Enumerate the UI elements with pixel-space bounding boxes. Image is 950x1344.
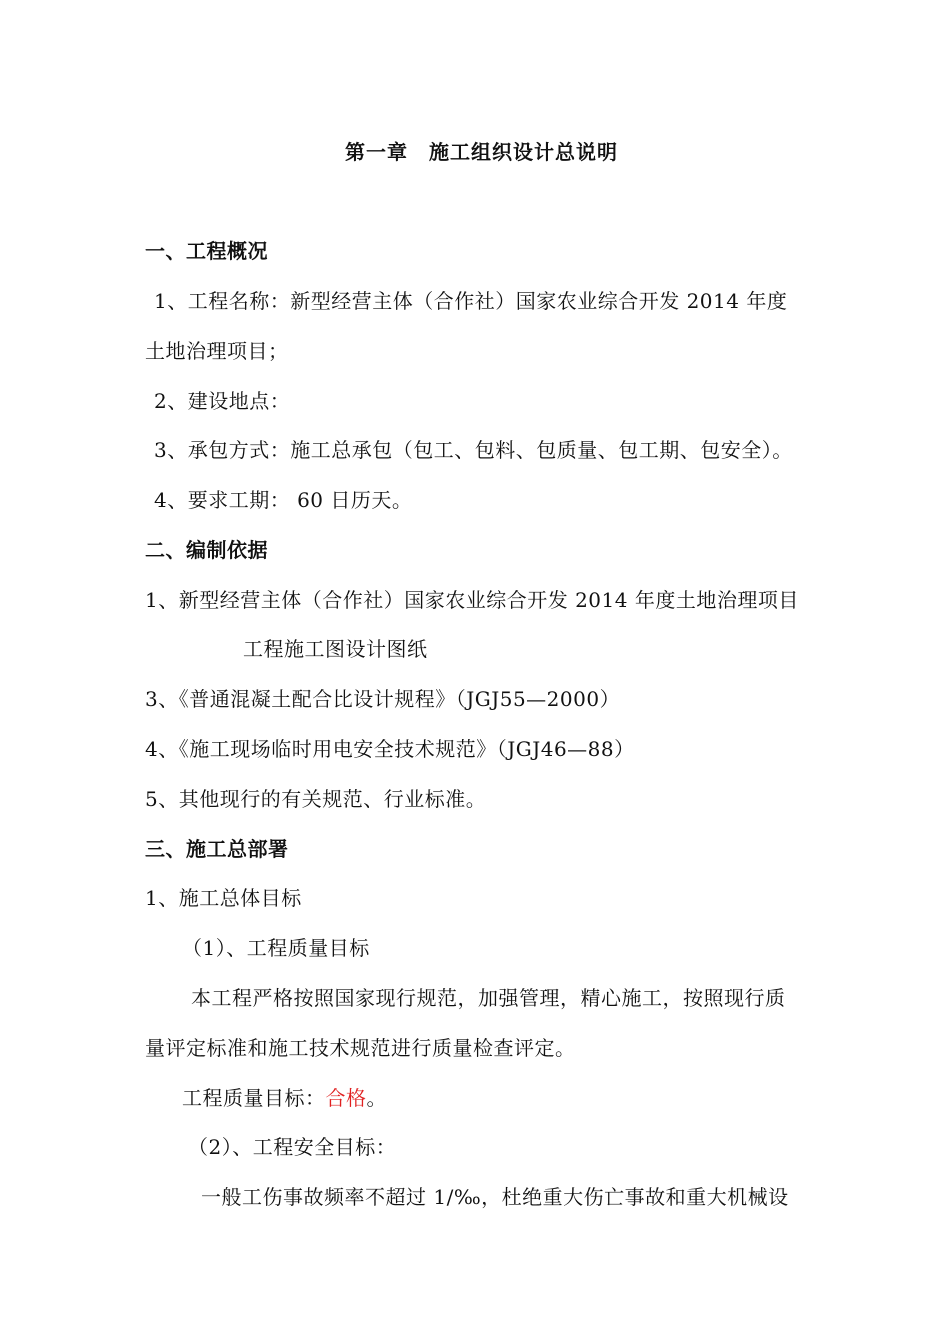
- chapter-title: 第一章 施工组织设计总说明: [345, 140, 618, 164]
- quality-target-end: 。: [366, 1086, 387, 1110]
- construction-site-line: 2、建设地点：: [154, 389, 291, 413]
- quality-paragraph-line-1: 本工程严格按照国家现行规范，加强管理，精心施工，按照现行质: [191, 986, 786, 1010]
- quality-target-label: 工程质量目标：: [182, 1086, 326, 1110]
- basis-item-1-line-1: 1、新型经营主体（合作社）国家农业综合开发 2014 年度土地治理项目: [145, 588, 799, 612]
- quality-target-line: [182, 1085, 387, 1111]
- quality-paragraph-line-2: 量评定标准和施工技术规范进行质量检查评定。: [145, 1036, 576, 1060]
- section-heading-basis: 二、编制依据: [145, 538, 268, 562]
- basis-item-1-line-2: 工程施工图设计图纸: [243, 637, 428, 661]
- quality-target-value: 合格: [325, 1086, 367, 1110]
- quality-goal-subheading: （1）、工程质量目标: [182, 936, 370, 960]
- section-heading-deployment: 三、施工总部署: [145, 837, 289, 861]
- project-name-line-1: 1、工程名称：新型经营主体（合作社）国家农业综合开发 2014 年度: [154, 289, 788, 313]
- basis-item-4: 4、《施工现场临时用电安全技术规范》（JGJ46—88）: [145, 737, 635, 761]
- overall-goal-line: 1、施工总体目标: [145, 886, 302, 910]
- contract-method-line: 3、承包方式：施工总承包（包工、包料、包质量、包工期、包安全）。: [154, 438, 793, 462]
- basis-item-3: 3、《普通混凝土配合比设计规程》（JGJ55—2000）: [145, 687, 621, 711]
- project-name-line-2: 土地治理项目；: [145, 339, 289, 363]
- safety-goal-subheading: （2）、工程安全目标：: [188, 1135, 397, 1159]
- section-heading-overview: 一、工程概况: [145, 239, 268, 263]
- basis-item-5: 5、其他现行的有关规范、行业标准。: [145, 787, 487, 811]
- duration-line: 4、要求工期： 60 日历天。: [154, 488, 413, 512]
- safety-paragraph-line-1: 一般工伤事故频率不超过 1/‰，杜绝重大伤亡事故和重大机械设: [201, 1185, 789, 1209]
